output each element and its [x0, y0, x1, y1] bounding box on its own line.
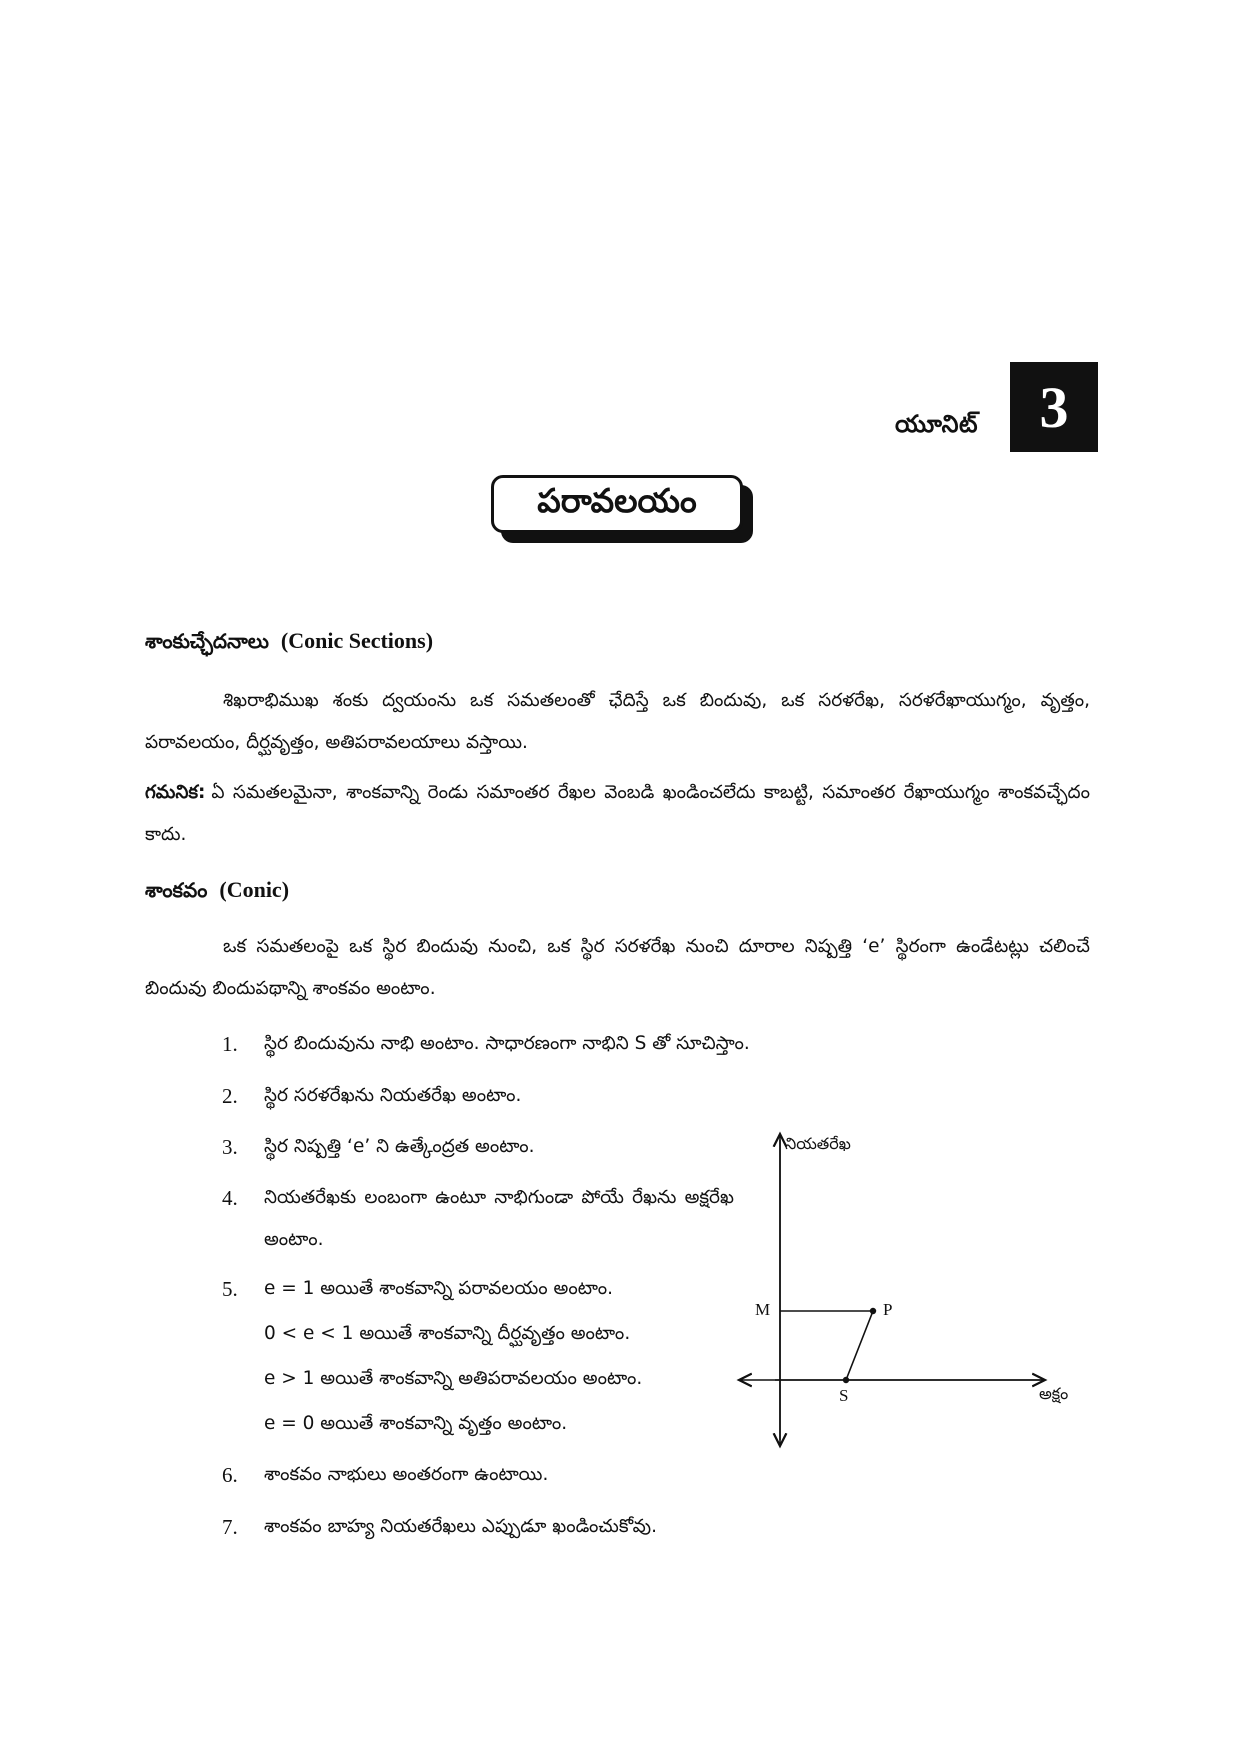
list-item: 2. స్థిర సరళరేఖను నియతరేఖ అంటాం. — [222, 1084, 522, 1108]
conic-diagram — [735, 1130, 1095, 1460]
list-item: 6. శాంకవం నాభులు అంతరంగా ఉంటాయి. — [222, 1463, 549, 1487]
segment-ps — [846, 1311, 873, 1380]
point-p-label: P — [883, 1300, 893, 1319]
unit-label: యూనిట్ — [895, 410, 979, 438]
point-s-dot — [843, 1377, 849, 1383]
section-heading-te: శాంకుచ్ఛేదనాలు — [145, 629, 269, 653]
section-heading-te: శాంకవం — [145, 878, 208, 902]
list-item: 4. నియతరేఖకు లంబంగా ఉంటూ నాభిగుండా పోయే రేఖను అక్షరేఖ అంటాం. — [222, 1186, 734, 1250]
note-paragraph — [145, 772, 1090, 856]
conic-sections-paragraph: శిఖరాభిముఖ శంకు ద్వయంను ఒక సమతలంతో ఛేదిస్తే ఒక బిందువు, ఒక సరళరేఖ, సరళరేఖాయుగ్మం, వృత్తం, పరావలయం, దీర్ఘవృత్తం, అతిపరావలయాలు వస్తాయి. — [145, 690, 1090, 753]
axis-label: అక్షం — [1039, 1384, 1069, 1403]
point-s-label: S — [839, 1386, 849, 1405]
list-subitem: e = 0 అయితే శాంకవాన్ని వృత్తం అంటాం. — [264, 1413, 568, 1434]
note-label: గమనిక: — [145, 782, 206, 803]
conic-diagram-svg — [735, 1130, 1095, 1460]
list-item: 1. స్థిర బిందువును నాభి అంటాం. సాధారణంగా నాభిని S తో సూచిస్తాం. — [222, 1032, 750, 1056]
list-item: 3. స్థిర నిష్పత్తి ‘e’ ని ఉత్కేంద్రత అంటాం. — [222, 1135, 535, 1159]
list-item: 7. శాంకవం బాహ్య నియతరేఖలు ఎప్పుడూ ఖండించుకోవు. — [222, 1515, 657, 1539]
conic-definition-paragraph: ఒక సమతలంపై ఒక స్థిర బిందువు నుంచి, ఒక స్థిర సరళరేఖ నుంచి దూరాల నిష్పత్తి ‘e’ స్థిరంగా ఉండేటట్లు చలించే బిందువు బిందుపథాన్ని శాంకవం అంటాం. — [145, 936, 1090, 999]
section-heading-en: (Conic) — [219, 877, 290, 902]
list-item: 5. e = 1 అయితే శాంకవాన్ని పరావలయం అంటాం. — [222, 1277, 613, 1301]
section-heading-conic-sections — [145, 628, 1090, 658]
directrix-label: నియతరేఖ — [785, 1134, 851, 1153]
list-subitem: e > 1 అయితే శాంకవాన్ని అతిపరావలయం అంటాం. — [264, 1368, 643, 1389]
note-text: ఏ సమతలమైనా, శాంకవాన్ని రెండు సమాంతర రేఖల వెంబడి ఖండించలేదు కాబట్టి, సమాంతర రేఖాయుగ్మం శాంకవచ్ఛేదం కాదు. — [145, 782, 1090, 845]
point-m-label: M — [755, 1300, 771, 1319]
section-heading-conic — [145, 877, 1090, 907]
list-subitem: 0 < e < 1 అయితే శాంకవాన్ని దీర్ఘవృత్తం అంటాం. — [264, 1323, 631, 1344]
unit-number-badge: 3 — [1010, 362, 1098, 452]
point-p-dot — [870, 1308, 876, 1314]
section-heading-en: (Conic Sections) — [280, 628, 434, 653]
chapter-title: పరావలయం — [491, 475, 743, 533]
